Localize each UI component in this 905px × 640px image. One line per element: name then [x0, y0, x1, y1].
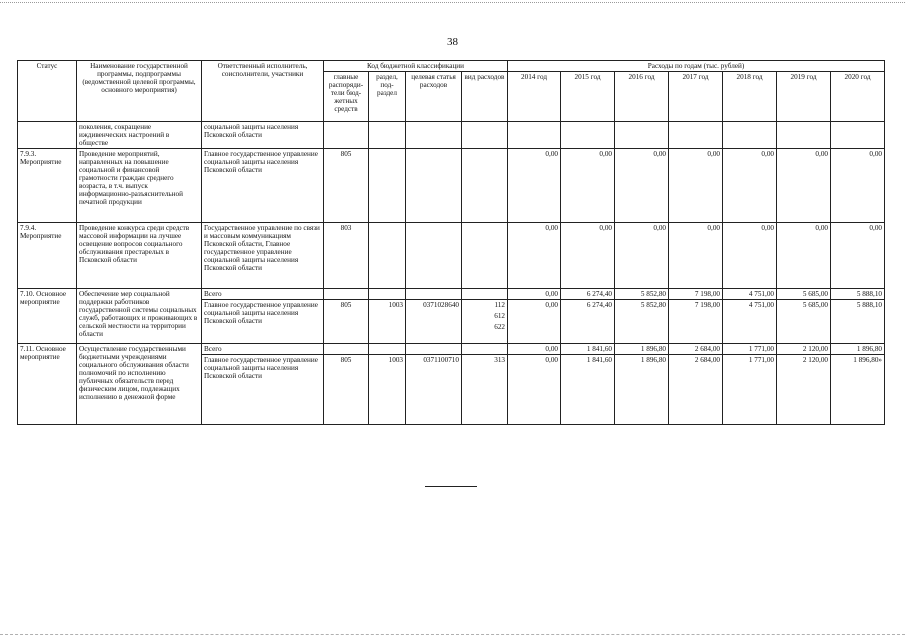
- row-name: Проведение конкурса среди средств массовой информации на лучшее освещение вопросов социального обслуживания престарелых в Псковской области: [77, 223, 202, 289]
- row-value: 0,00: [561, 223, 615, 289]
- header-year: 2016 год: [615, 72, 669, 122]
- row-article: 0371100710: [406, 355, 462, 425]
- table-row-7-9-4: [18, 223, 885, 289]
- header-article: целевая статья расходов: [406, 72, 462, 122]
- header-type: вид расходов: [462, 72, 508, 122]
- row-value: 0,00: [508, 223, 561, 289]
- row-value: 2 684,00: [669, 355, 723, 425]
- row-value: 1 771,00: [723, 355, 777, 425]
- row-name: Осуществление государственными бюджетными учреждениями социального обслуживания области полномочий по исполнению публичных обязательств перед физическим лицом, подлежащих исполнению в денежной форме: [77, 344, 202, 425]
- header-section: раздел, под-раздел: [369, 72, 406, 122]
- header-year: 2014 год: [508, 72, 561, 122]
- row-article: 0371028640: [406, 300, 462, 344]
- row-grbs: 805: [324, 300, 369, 344]
- row-total-value: 2 120,00: [777, 344, 831, 355]
- row-total-label: Всего: [202, 344, 324, 355]
- row-status: 7.9.4. Мероприятие: [18, 223, 77, 289]
- scan-edge-top: [0, 2, 905, 4]
- table-row-continuation: [18, 122, 885, 149]
- end-rule-line: [425, 486, 477, 487]
- row-total-value: 1 896,80: [615, 344, 669, 355]
- row-value: 0,00: [777, 223, 831, 289]
- row-executor: Главное государственное управление социальной защиты населения Псковской области: [202, 149, 324, 223]
- row-type: 612: [494, 312, 505, 320]
- row-value: 7 198,00: [669, 300, 723, 344]
- row-grbs: 805: [324, 149, 369, 223]
- header-grbs: главные распоряди-тели бюд-жетных средств: [324, 72, 369, 122]
- row-total-value: 1 771,00: [723, 344, 777, 355]
- row-total-value: 5 852,80: [615, 289, 669, 300]
- row-total-value: 2 684,00: [669, 344, 723, 355]
- row-value: 0,00: [723, 149, 777, 223]
- row-value: 0,00: [615, 223, 669, 289]
- row-grbs: 803: [324, 223, 369, 289]
- row-value: 4 751,00: [723, 300, 777, 344]
- row-grbs: 805: [324, 355, 369, 425]
- row-value: 0,00: [669, 223, 723, 289]
- row-name: поколения, сокращение иждивенческих настроений в обществе: [77, 122, 202, 149]
- row-value: 0,00: [615, 149, 669, 223]
- scan-edge-bottom: [0, 634, 905, 636]
- header-year: 2020 год: [831, 72, 885, 122]
- row-total-value: 7 198,00: [669, 289, 723, 300]
- row-value: 5 685,00: [777, 300, 831, 344]
- row-name: Обеспечение мер социальной поддержки работников государственной системы социальных служб, работающих и проживающих в сельской местности на территории области: [77, 289, 202, 344]
- page-number: 38: [447, 36, 458, 48]
- row-value: 0,00: [508, 149, 561, 223]
- row-total-value: 6 274,40: [561, 289, 615, 300]
- row-value: 0,00: [831, 149, 885, 223]
- row-total-value: 0,00: [508, 344, 561, 355]
- header-year: 2019 год: [777, 72, 831, 122]
- row-name: Проведение мероприятий, направленных на повышение социальной и финансовой грамотности граждан среднего возраста, в т.ч. выпуск информационно-разъяснительной печатной продукции: [77, 149, 202, 223]
- row-value: 2 120,00: [777, 355, 831, 425]
- row-value: 0,00: [669, 149, 723, 223]
- row-executor: социальной защиты населения Псковской области: [202, 122, 324, 149]
- row-total-value: 1 896,80: [831, 344, 885, 355]
- header-status: Статус: [18, 61, 77, 122]
- row-value: 0,00: [508, 355, 561, 425]
- header-year: 2015 год: [561, 72, 615, 122]
- header-year: 2018 год: [723, 72, 777, 122]
- row-value: 6 274,40: [561, 300, 615, 344]
- header-executor: Ответственный исполнитель, соисполнители, участники: [202, 61, 324, 122]
- row-type: 313: [462, 355, 508, 425]
- row-section: 1003: [369, 300, 406, 344]
- row-executor: Главное государственное управление социальной защиты населения Псковской области: [202, 355, 324, 425]
- header-year: 2017 год: [669, 72, 723, 122]
- budget-table: [17, 60, 885, 425]
- row-value: 1 841,60: [561, 355, 615, 425]
- table-row-7-9-3: [18, 149, 885, 223]
- row-total-value: 5 888,10: [831, 289, 885, 300]
- header-budget-code: Код бюджетной классификации: [324, 61, 508, 72]
- row-value: 0,00: [777, 149, 831, 223]
- table-row-7-11-total: [18, 344, 885, 355]
- row-value: 0,00: [508, 300, 561, 344]
- row-status: 7.10. Основное мероприятие: [18, 289, 77, 344]
- row-type: 622: [494, 323, 505, 331]
- row-status: 7.11. Основное мероприятие: [18, 344, 77, 425]
- table-row-7-10-total: [18, 289, 885, 300]
- row-value: 1 896,80»: [831, 355, 885, 425]
- row-total-value: 4 751,00: [723, 289, 777, 300]
- row-value: 0,00: [723, 223, 777, 289]
- row-total-value: 5 685,00: [777, 289, 831, 300]
- row-status: 7.9.3. Мероприятие: [18, 149, 77, 223]
- row-executor: Главное государственное управление социальной защиты населения Псковской области: [202, 300, 324, 344]
- row-value: 0,00: [831, 223, 885, 289]
- row-total-label: Всего: [202, 289, 324, 300]
- row-type: 112: [494, 301, 505, 309]
- header-name: Наименование государственной программы, подпрограммы (ведомственной целевой программы, основного мероприятия): [77, 61, 202, 122]
- row-total-value: 0,00: [508, 289, 561, 300]
- row-types: [462, 300, 508, 344]
- row-value: 5 852,80: [615, 300, 669, 344]
- row-value: 1 896,80: [615, 355, 669, 425]
- header-expenses: Расходы по годам (тыс. рублей): [508, 61, 885, 72]
- row-section: 1003: [369, 355, 406, 425]
- row-value: 0,00: [561, 149, 615, 223]
- row-executor: Государственное управление по связи и массовым коммуникациям Псковской области, Главное государственное управление социальной защиты населения Псковской области: [202, 223, 324, 289]
- row-total-value: 1 841,60: [561, 344, 615, 355]
- row-value: 5 888,10: [831, 300, 885, 344]
